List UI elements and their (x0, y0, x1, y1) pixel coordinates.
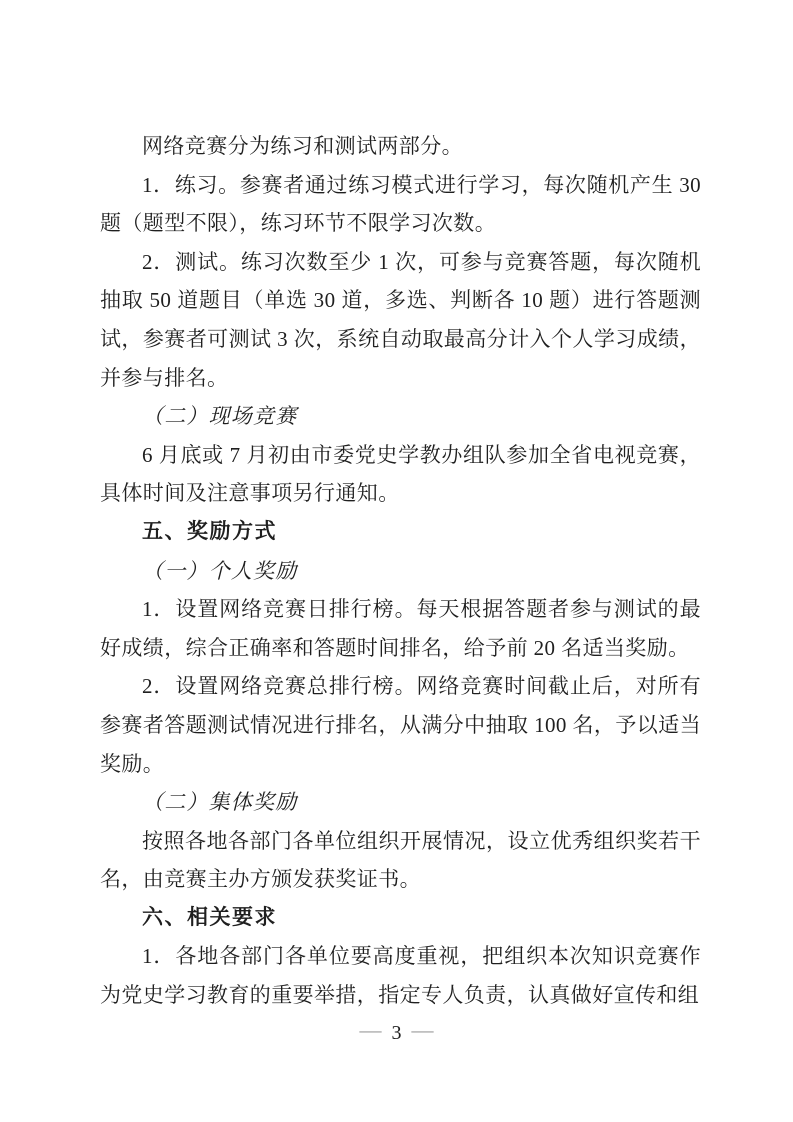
subheading-individual-reward: （一）个人奖励 (142, 558, 298, 583)
document-body (100, 127, 701, 1015)
footer-dash-left: — (359, 1017, 382, 1042)
paragraph-total-ranking: 2．设置网络竞赛总排行榜。网络竞赛时间截止后，对所有参赛者答题测试情况进行排名，从满分中抽取 100 名，予以适当奖励。 (100, 674, 701, 776)
page-number: 3 (391, 1022, 402, 1044)
heading-reward-methods: 五、奖励方式 (142, 519, 277, 543)
paragraph-group-detail: 按照各地各部门各单位组织开展情况，设立优秀组织奖若干名，由竞赛主办方颁发获奖证书。 (100, 828, 701, 892)
footer-dash-right: — (411, 1017, 434, 1042)
paragraph-daily-ranking: 1．设置网络竞赛日排行榜。每天根据答题者参与测试的最好成绩，综合正确率和答题时间排名，给予前 20 名适当奖励。 (100, 597, 701, 660)
paragraph-practice: 1．练习。参赛者通过练习模式进行学习，每次随机产生 30 题（题型不限），练习环节不限学习次数。 (100, 172, 701, 236)
subheading-onsite-contest: （二）现场竞赛 (142, 404, 298, 429)
page-footer (0, 1019, 793, 1046)
paragraph-test: 2．测试。练习次数至少 1 次，可参与竞赛答题，每次随机抽取 50 道题目（单选 30 道，多选、判断各 10 题）进行答题测试，参赛者可测试 3 次，系统自动取最高分计入个人学习成绩，并参与排名。 (100, 249, 701, 390)
heading-requirements: 六、相关要求 (142, 905, 277, 929)
paragraph-intro: 网络竞赛分为练习和测试两部分。 (142, 134, 463, 158)
paragraph-onsite-detail: 6 月底或 7 月初由市委党史学教办组队参加全省电视竞赛，具体时间及注意事项另行通知。 (100, 442, 701, 506)
subheading-group-reward: （二）集体奖励 (142, 790, 298, 815)
paragraph-requirement-1: 1．各地各部门各单位要高度重视，把组织本次知识竞赛作为党史学习教育的重要举措，指定专人负责，认真做好宣传和组 (100, 944, 701, 1008)
